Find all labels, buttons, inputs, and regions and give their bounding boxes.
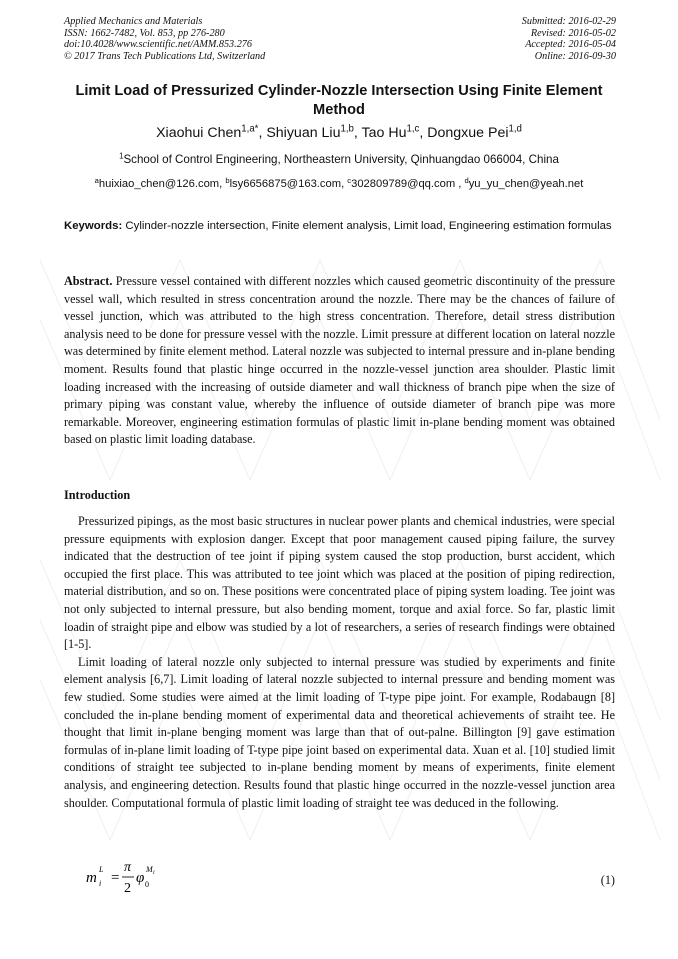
paragraph: Limit loading of lateral nozzle only subjected to internal pressure was studied by experiments and finite element analysis [6,7]. Limit loading of lateral nozzle subjected to internal pressure and bending moment was few studied. Some studies were aimed at the limit loading of T-type pipe joint. For example, Rodabaugn [8] concluded the in-plane bending moment of experimental data and theoretical achievements of straiht tee. He thought that limit in-plane benging moment was large than that of out-palne. Billington [9] gave estimation formulas of in-plane limit loading of T-type pipe joint based on experimental data. Xuan et al. [10] studied limit conditions of straight tee subjected to in-plane bending moment by means of experiments, finite element analysis, and engineering detection. Results found that plastic hinge occurred in the nozzle-vessel junction area shoulder. Computational formula of plastic limit loading of straight tee was deduced in the following. xyxy=(64,654,615,810)
journal-name: Applied Mechanics and Materials xyxy=(64,16,203,27)
online-date: Online: 2016-09-30 xyxy=(534,50,616,62)
email-mark: a xyxy=(94,175,99,185)
copyright: © 2017 Trans Tech Publications Ltd, Switzerland xyxy=(64,50,266,62)
author-affil-mark: 1,d xyxy=(508,123,522,135)
email-link[interactable]: huixiao_chen@126.com xyxy=(98,178,220,190)
author-name: Tao Hu xyxy=(361,125,407,141)
introduction-body xyxy=(64,513,615,812)
affiliation-mark: 1 xyxy=(119,151,124,161)
keywords-text: Cylinder-nozzle intersection, Finite element analysis, Limit load, Engineering estimation formulas xyxy=(122,220,612,232)
author-affil-mark: 1,b xyxy=(340,123,354,135)
author-affil-mark: 1,a* xyxy=(241,123,259,135)
eq-phi-sup-sub: i xyxy=(153,870,155,876)
affiliation xyxy=(64,153,614,166)
paper-title: Limit Load of Pressurized Cylinder-Nozzle Intersection Using Finite Element Method xyxy=(75,83,603,118)
keywords xyxy=(64,218,615,234)
author xyxy=(427,125,522,141)
abstract xyxy=(64,273,615,449)
author-list: Xiaohui Chen$^{1,a*}$, Shiyuan Liu$^{1,b}$, Tao Hu$^{1,c}$, Dongxue Pei$^{1,d}$ xyxy=(156,123,522,141)
eq-denominator: 2 xyxy=(124,881,131,896)
email-separator: , xyxy=(455,178,465,190)
eq-lhs-sup: L xyxy=(99,865,104,874)
email-mark: c xyxy=(347,175,352,185)
author xyxy=(156,125,258,141)
equation-1 xyxy=(84,858,214,898)
abstract-label: Abstract. xyxy=(64,274,113,288)
section-heading-introduction: Introduction xyxy=(64,488,131,502)
email-link[interactable]: lsy6656875@163.com xyxy=(229,178,342,190)
eq-numerator: π xyxy=(124,860,132,875)
email-mark: b xyxy=(225,175,230,185)
issn: ISSN: 1662-7482, Vol. 853, pp 276-280 xyxy=(64,27,225,39)
doi[interactable]: doi:10.4028/www.scientific.net/AMM.853.276 xyxy=(64,39,252,51)
email-list xyxy=(64,175,614,190)
eq-phi-sup: M xyxy=(146,865,153,874)
email-separator: , xyxy=(341,178,348,190)
equation-number: (1) xyxy=(600,873,615,887)
author xyxy=(362,125,420,141)
eq-lhs: m xyxy=(86,870,97,886)
email-separator: , xyxy=(219,178,226,190)
revised-date: Revised: 2016-05-02 xyxy=(530,27,616,39)
eq-equals: = xyxy=(111,870,120,886)
author xyxy=(266,125,354,141)
dates-header xyxy=(522,16,616,62)
paragraph: Pressurized pipings, as the most basic structures in nuclear power plants and chemical industries, were special pressure equipments with explosion danger. Except that poor management caused piping failure, the survey indicated that the destruction of tee joint if piping system caused the stop production, burst accident, which occupied the first place. This was attributed to tee joint which was placed at the position of piping redirection, material distribution, and so on. These positions were concentrated place of piping system loading. Tee joint was not only subjected to internal pressure, but also bending moment, torque and axial force. So far, plastic limit loadin of straight pipe and elbow was studied by a lot of researchers, a series of research findings were obtained [1-5]. xyxy=(64,514,615,652)
author-name: Dongxue Pei xyxy=(427,125,509,141)
author-name: Shiyuan Liu xyxy=(266,125,341,141)
email-link[interactable]: yu_yu_chen@yeah.net xyxy=(468,178,584,190)
keywords-label: Keywords: xyxy=(64,220,123,232)
eq-lhs-sub: i xyxy=(99,879,102,888)
email-link[interactable]: 302809789@qq.com xyxy=(351,178,456,190)
accepted-date: Accepted: 2016-05-04 xyxy=(525,39,616,51)
eq-phi-sub: 0 xyxy=(145,880,149,889)
journal-header xyxy=(64,16,265,62)
eq-phi: φ xyxy=(136,870,145,886)
abstract-text: Pressure vessel contained with different nozzles which caused geometric discontinuity of the pressure vessel wall, which resulted in stress concentration around the nozzle. There may be the chances of failure of vessel junction, which was attributed to the high stress concentration. Therefore, detail stress distribution analysis need to be done for pressure vessel with the nozzle. Limit pressure at different location on lateral nozzle was determined by finite element method. Lateral nozzle was subjected to internal pressure and in-plane bending moment. Results found that plastic hinge occurred in the nozzle-vessel junction area shoulder. Plastic limit loading increased with the increasing of outside diameter and wall thickness of branch pipe when the size of primary piping was constant value, whereby the influence of outside diameter of branch pipe was more remarkable. Moreover, engineering estimation formulas of plastic limit in-plane bending moment was obtained based on plastic limit loading database. xyxy=(64,274,615,447)
author-name: Xiaohui Chen xyxy=(156,125,242,141)
email-mark: d xyxy=(464,175,469,185)
submitted-date: Submitted: 2016-02-29 xyxy=(521,16,616,27)
affiliation-text: School of Control Engineering, Northeastern University, Qinhuangdao 066004, China xyxy=(123,153,559,166)
author-affil-mark: 1,c xyxy=(406,123,420,135)
